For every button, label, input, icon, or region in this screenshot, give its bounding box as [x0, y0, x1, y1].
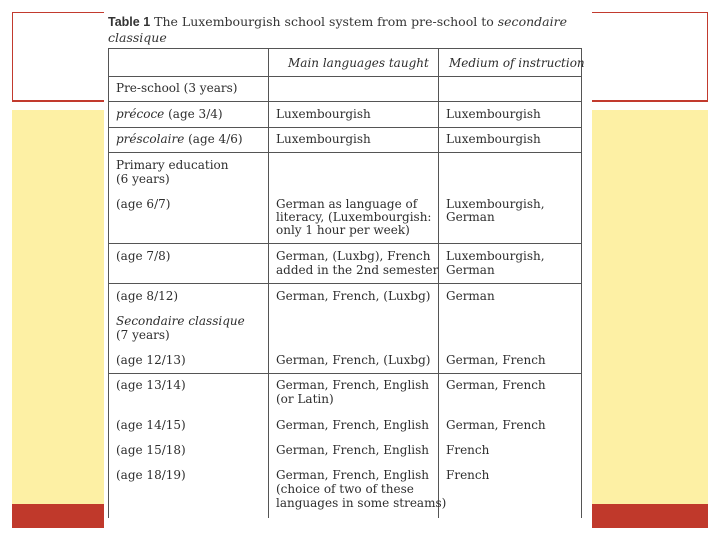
- caption-label: Table 1: [108, 15, 151, 29]
- row-age1213-medium: German, French: [446, 353, 546, 367]
- table-header-rule: [108, 76, 582, 77]
- row-primary-stage-line1: Primary education: [116, 158, 229, 172]
- row-preschool-stage: Pre-school (3 years): [116, 81, 238, 95]
- row-age78-stage: (age 7/8): [116, 249, 171, 263]
- row-age67-medium-line2: German: [446, 210, 495, 224]
- table-caption: [108, 14, 578, 45]
- row-prescolaire-stage-rest: (age 4/6): [188, 132, 243, 146]
- table-rule-3: [108, 152, 582, 153]
- slide-frame-right-top: [592, 100, 708, 102]
- slide-frame-left-top: [12, 100, 104, 102]
- row-age1415-stage: (age 14/15): [116, 418, 186, 432]
- row-age1314-stage: (age 13/14): [116, 378, 186, 392]
- table-rule-5: [108, 283, 582, 284]
- row-age1415-medium: German, French: [446, 418, 546, 432]
- row-age1415-languages: German, French, English: [276, 418, 430, 432]
- row-age1819-stage: (age 18/19): [116, 468, 186, 482]
- row-primary-stage-line2: (6 years): [116, 172, 170, 186]
- row-age812-languages: German, French, (Luxbg): [276, 289, 431, 303]
- caption-italic-1: secondaire: [497, 14, 567, 29]
- row-age67-languages-line3: only 1 hour per week): [276, 223, 410, 237]
- row-age1518-medium: French: [446, 443, 490, 457]
- row-age67-medium-line1: Luxembourgish,: [446, 197, 545, 211]
- row-precoce-stage-italic: précoce: [116, 107, 165, 121]
- row-age812-stage: (age 8/12): [116, 289, 179, 303]
- table-rule-1: [108, 101, 582, 102]
- row-age1819-medium: French: [446, 468, 490, 482]
- row-age78-languages-line1: German, (Luxbg), French: [276, 249, 431, 263]
- row-age1213-stage: (age 12/13): [116, 353, 186, 367]
- row-prescolaire-stage: [116, 133, 243, 146]
- row-precoce-languages: Luxembourgish: [276, 107, 371, 121]
- row-prescolaire-medium: Luxembourgish: [446, 132, 541, 146]
- row-precoce-stage-rest: (age 3/4): [168, 107, 223, 121]
- row-precoce-medium: Luxembourgish: [446, 107, 541, 121]
- caption-italic-2: classique: [108, 30, 167, 45]
- row-age78-medium-line2: German: [446, 263, 495, 277]
- row-prescolaire-languages: Luxembourgish: [276, 132, 371, 146]
- row-age1314-languages-line2: (or Latin): [276, 392, 334, 406]
- caption-text: The Luxembourgish school system from pre-school to: [154, 14, 494, 29]
- slide-frame-left-edge: [12, 12, 13, 102]
- row-age1819-languages-line1: German, French, English: [276, 468, 430, 482]
- table-border-top: [108, 48, 582, 49]
- row-age78-languages-line2: added in the 2nd semester: [276, 263, 439, 277]
- row-age1819-languages-line2: (choice of two of these: [276, 482, 414, 496]
- header-medium-instruction: Medium of instruction: [449, 56, 585, 70]
- row-age67-languages-line1: German as language of: [276, 197, 418, 211]
- row-age1213-languages: German, French, (Luxbg): [276, 353, 431, 367]
- row-age67-stage: (age 6/7): [116, 197, 171, 211]
- table-rule-2: [108, 127, 582, 128]
- row-age78-medium-line1: Luxembourgish,: [446, 249, 545, 263]
- table-rule-4: [108, 243, 582, 244]
- row-age1518-stage: (age 15/18): [116, 443, 186, 457]
- row-age1314-medium: German, French: [446, 378, 546, 392]
- table-rule-6: [108, 373, 582, 374]
- row-prescolaire-stage-italic: préscolaire: [116, 132, 185, 146]
- header-main-languages: Main languages taught: [288, 56, 429, 70]
- row-secondaire-stage-line1: Secondaire classique: [116, 314, 245, 328]
- slide-frame-top-left: [12, 12, 104, 13]
- row-age1518-languages: German, French, English: [276, 443, 430, 457]
- row-age1819-languages-line3: languages in some streams): [276, 496, 447, 510]
- row-secondaire-stage-line2: (7 years): [116, 328, 170, 342]
- row-precoce-stage: [116, 108, 223, 121]
- row-age812-medium: German: [446, 289, 495, 303]
- slide-frame-right-edge: [707, 12, 708, 102]
- slide-frame-top-right: [592, 12, 708, 13]
- row-age1314-languages-line1: German, French, English: [276, 378, 430, 392]
- row-age67-languages-line2: literacy, (Luxembourgish:: [276, 210, 432, 224]
